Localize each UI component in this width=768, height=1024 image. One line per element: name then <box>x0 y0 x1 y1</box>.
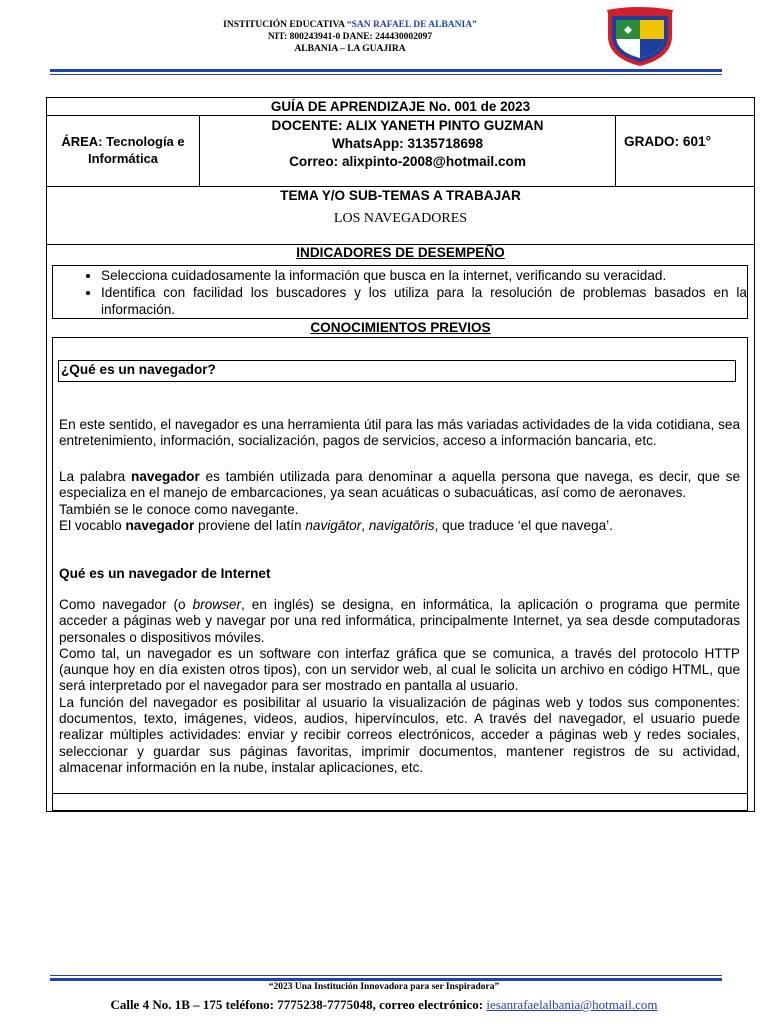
nit-dane-line: NIT: 800243941-0 DANE: 244430002097 <box>267 32 433 42</box>
term-navegador: navegador <box>125 517 195 533</box>
section-subtitle: Qué es un navegador de Internet <box>59 566 271 581</box>
indicators-box <box>52 265 748 319</box>
teacher-email: Correo: alixpinto-2008@hotmail.com <box>289 154 526 169</box>
teacher-whatsapp: WhatsApp: 3135718698 <box>331 136 484 151</box>
area-label: ÁREA: Tecnología e Informática <box>61 134 185 166</box>
location-line: ALBANIA – LA GUAJIRA <box>294 44 406 54</box>
institution-name: “SAN RAFAEL DE ALBANIA” <box>346 20 477 30</box>
term-navegador: navegador <box>131 469 200 484</box>
teacher-cell <box>199 115 616 187</box>
paragraph-2: La palabra navegador es también utilizada para denominar a aquella persona que navega, es decir, que se especializa en el manejo de embarcaciones, ya sean acuáticas o subacuáticas, así como de aeronaves. También se le conoce como navegante. El vocablo navegador proviene del latín navigātor, navigatōris, que traduce ‘el que navega’. <box>59 469 741 533</box>
institution-name-line: INSTITUCIÓN EDUCATIVA “SAN RAFAEL DE ALBANIA” <box>223 20 477 30</box>
teacher-name: DOCENTE: ALIX YANETH PINTO GUZMAN <box>271 118 544 133</box>
footer-email-link[interactable]: iesanrafaelalbania@hotmail.com <box>486 997 658 1012</box>
footer-rule-thick <box>50 978 722 981</box>
grade-label: GRADO: 601° <box>624 134 712 149</box>
prior-knowledge-label: CONOCIMIENTOS PREVIOS <box>310 320 491 335</box>
grade-cell <box>615 115 755 187</box>
indicator-item: • Identifica con facilidad los buscadores y los utiliza para la resolución de problemas basados en la información. <box>101 284 747 318</box>
footer-motto: “2023 Una Institución Innovadora para ser Inspiradora” <box>268 982 500 992</box>
institution-shield-logo <box>604 6 676 66</box>
header-rule-thin <box>50 74 722 75</box>
question-box: ¿Qué es un navegador? <box>58 360 736 382</box>
footer-rule-thin <box>50 975 722 976</box>
paragraph-3: Como navegador (o browser, en inglés) se designa, en informática, la aplicación o programa que permite acceder a páginas web y navegar por una red informática, principalmente Internet, ya sea desde computadoras personales o dispositivos móviles. Como tal, un navegador es un software con interfaz gráfica que se comunica, a través del protocolo HTTP (aunque hoy en día existen otros tipos), con un servidor web, al cual le solicita un archivo en código HTML, que será interpretado por el navegador para ser mostrado en pantalla al usuario. La función del navegador es posibilitar al usuario la visualización de páginas web y todos sus componentes: documentos, texto, imágenes, videos, audios, hipervínculos, etc. A través del navegador, el usuario puede realizar múltiples actividades: enviar y recibir correos electrónicos, acceder a páginas web y redes sociales, seleccionar y guardar sus páginas favoritas, imprimir documentos, mantener registros de su actividad, almacenar información en la nube, instalar aplicaciones, etc. <box>59 597 740 775</box>
empty-row <box>52 793 748 811</box>
header-rule-thick <box>50 69 722 72</box>
topic-value: LOS NAVEGADORES <box>333 211 468 226</box>
topic-label: TEMA Y/O SUB-TEMAS A TRABAJAR <box>280 188 521 203</box>
guide-title: GUÍA DE APRENDIZAJE No. 001 de 2023 <box>46 97 755 116</box>
paragraph-1: En este sentido, el navegador es una herramienta útil para las más variadas actividades de la vida cotidiana, sea entretenimiento, información, socialización, pagos de servicios, acceso a información bancaria, etc. <box>59 417 740 449</box>
indicators-label: INDICADORES DE DESEMPEÑO <box>296 245 505 260</box>
institution-header <box>200 19 500 55</box>
topic-cell <box>46 186 755 245</box>
indicator-item: • Selecciona cuidadosamente la información que busca en la internet, verificando su veracidad. <box>101 267 747 284</box>
footer-address: Calle 4 No. 1B – 175 teléfono: 7775238-7775048, correo electrónico: iesanrafaelalbania@hotmail.com <box>110 997 658 1012</box>
area-cell <box>46 115 200 187</box>
indicators-list <box>53 267 747 318</box>
